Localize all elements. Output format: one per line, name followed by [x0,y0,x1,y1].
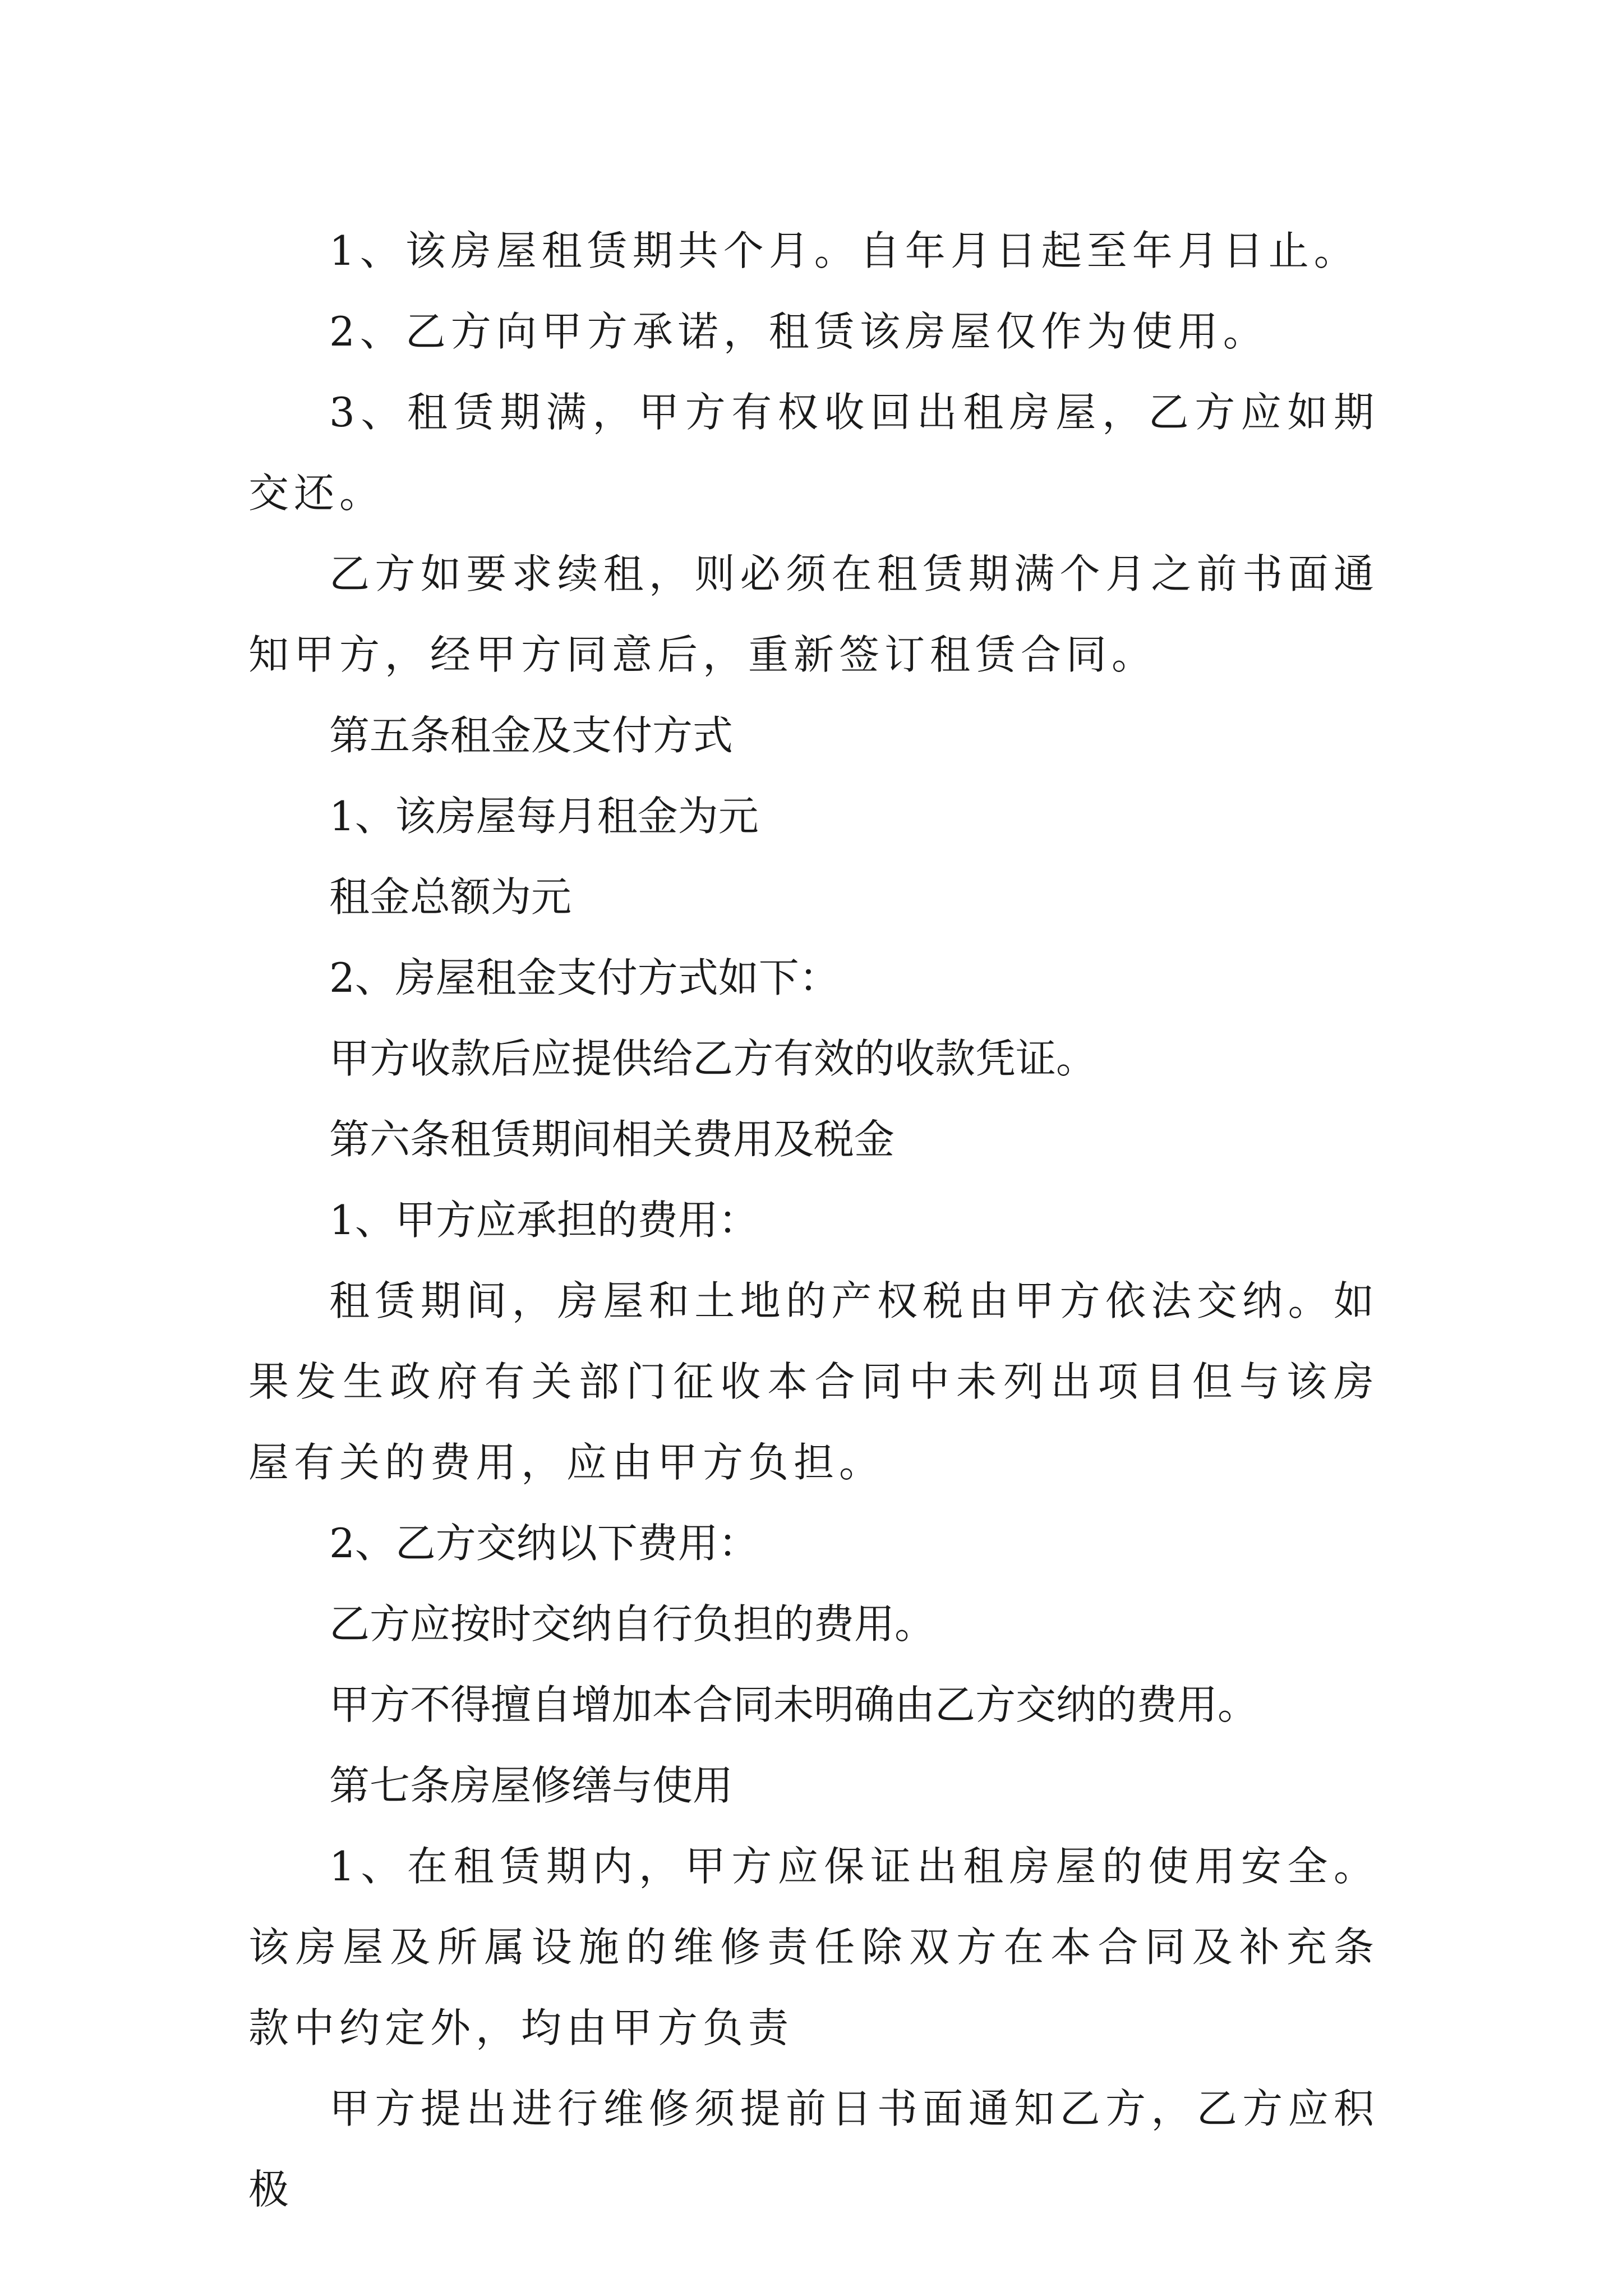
clause-paragraph: 甲方收款后应提供给乙方有效的收款凭证。 [329,1035,1097,1082]
clause-paragraph: 乙方应按时交纳自行负担的费用。 [329,1600,935,1648]
clause-paragraph: 租赁期间，房屋和土地的产权税由甲方依法交纳。如果发生政府有关部门征收本合同中未列出项目但与该房屋有关的费用，应由甲方负担。 [248,1277,1379,1486]
section-heading: 第七条房屋修缮与使用 [329,1762,734,1809]
clause-paragraph: 3、租赁期满，甲方有权收回出租房屋，乙方应如期交还。 [248,389,1379,517]
section-heading: 第六条租赁期间相关费用及税金 [329,1116,895,1163]
clause-paragraph: 2、房屋租金支付方式如下： [329,954,840,1001]
clause-paragraph: 租金总额为元 [329,873,572,921]
clause-paragraph: 1、甲方应承担的费用： [329,1197,759,1244]
clause-paragraph: 1、该房屋租赁期共个月。自年月日起至年月日止。 [329,227,1359,274]
clause-paragraph: 2、乙方向甲方承诺，租赁该房屋仅作为使用。 [329,308,1269,355]
clause-paragraph: 1、该房屋每月租金为元 [329,793,759,840]
section-heading: 第五条租金及支付方式 [329,712,734,759]
clause-paragraph: 甲方提出进行维修须提前日书面通知乙方，乙方应积极 [248,2085,1379,2213]
clause-paragraph: 1、在租赁期内，甲方应保证出租房屋的使用安全。该房屋及所属设施的维修责任除双方在本合同及补充条款中约定外，均由甲方负责 [248,1843,1379,2051]
clause-paragraph: 乙方如要求续租，则必须在租赁期满个月之前书面通知甲方，经甲方同意后，重新签订租赁合同。 [248,550,1379,678]
document-body [248,210,1379,2230]
clause-paragraph: 2、乙方交纳以下费用： [329,1520,759,1567]
clause-paragraph: 甲方不得擅自增加本合同未明确由乙方交纳的费用。 [329,1681,1258,1728]
